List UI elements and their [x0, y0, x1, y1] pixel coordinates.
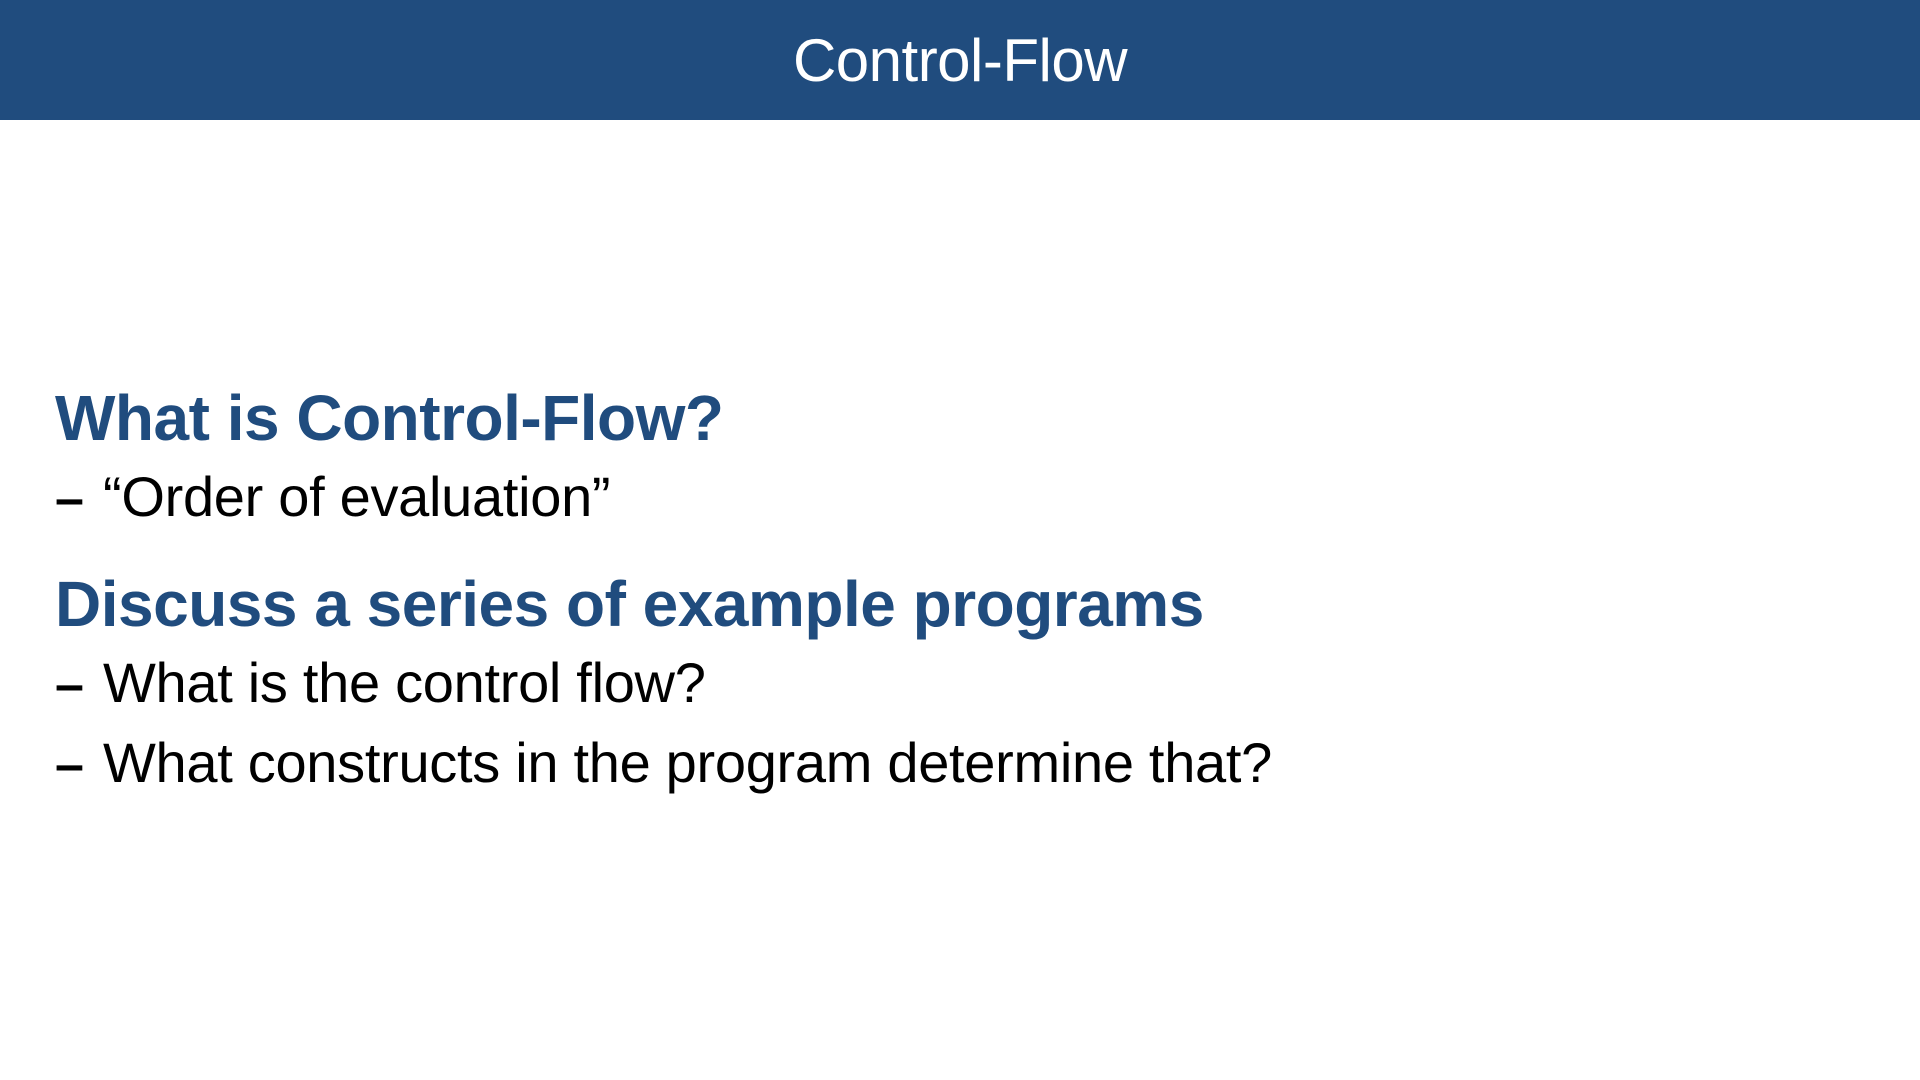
bullet-item: [55, 458, 1855, 538]
bullet-text: What constructs in the program determine that?: [103, 731, 1272, 794]
bullet-text: “Order of evaluation”: [103, 465, 611, 528]
section-heading: What is Control-Flow?: [55, 382, 724, 454]
slide-title: Control-Flow: [792, 26, 1128, 94]
title-bar: [0, 0, 1920, 120]
section-heading: Discuss a series of example programs: [55, 568, 1204, 640]
bullet-item: [55, 644, 1855, 724]
bullet-dash: –: [55, 470, 84, 528]
bullet-dash: –: [55, 656, 84, 714]
bullet-dash: –: [55, 736, 84, 794]
slide-content: [55, 378, 1855, 804]
bullet-item: [55, 724, 1855, 804]
section-example-programs: [55, 564, 1855, 804]
section-control-flow: [55, 378, 1855, 538]
bullet-text: What is the control flow?: [103, 651, 706, 714]
